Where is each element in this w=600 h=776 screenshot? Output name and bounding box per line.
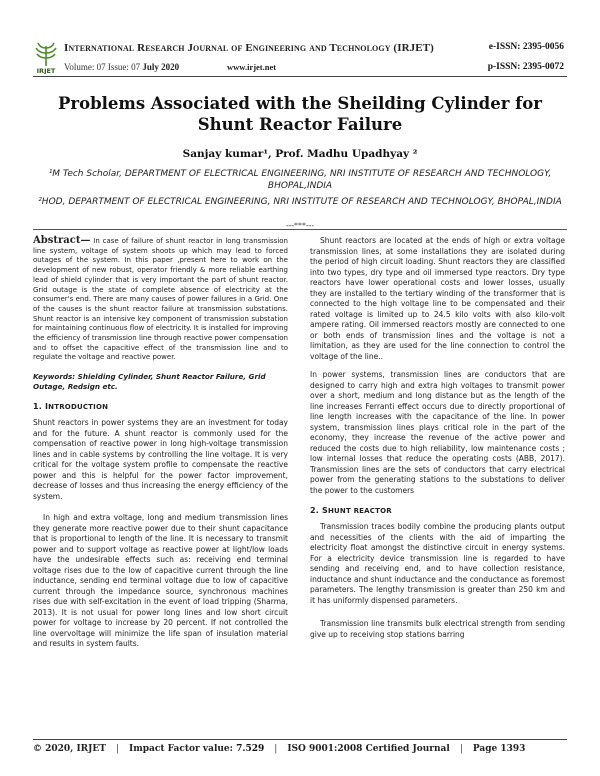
left-column	[33, 236, 288, 650]
section-separator: ---***---	[286, 221, 314, 230]
footer-separator: |	[274, 744, 278, 754]
intro-paragraph-1: Shunt reactors in power systems they are an investment for today and for the future. A shunt reactor is commonly used for the compensation of reactive power in long high-voltage transmission lines and in cable systems by controlling the line voltage. It is very critical for the voltage system profile to compensate the reactive power and this is helpful for the power factor improvement, decrease of losses and thus increasing the energy efficiency of the system.	[33, 418, 288, 501]
footer-impact-label: Impact Factor value:	[129, 744, 237, 754]
header-divider	[33, 76, 567, 77]
p-issn: p-ISSN: 2395-0072	[487, 62, 564, 72]
svg-text:IRJET: IRJET	[36, 67, 56, 74]
abstract-label: Abstract—	[33, 235, 91, 246]
intro-heading-rest: NTRODUCTION	[48, 403, 109, 412]
shunt-paragraph-1: Transmission traces bodily combine the producing plants output and necessities of the clients with the aid of imparting the electricity float amongst the distinctive circuit in energy systems. For a electricity device transmission line is regarded to have sending and receiving end, and to have collection resistance, inductance and shunt inductance and the conductance as foremost parameters. The lengthy transmission is greater than 250 km and it has uniformly dispensed parameters.	[310, 522, 565, 605]
footer-separator: |	[459, 744, 463, 754]
paper-title: Problems Associated with the Sheilding Cylinder for Shunt Reactor Failure	[58, 94, 542, 134]
intro-paragraph-2: In high and extra voltage, long and medium transmission lines they generate more reactive power due to their shunt capacitance that is proportional to length of the line. It is necessary to transmit power and to support voltage as reactive power at light/low loads have the undesirable effects such as: receiving end terminal voltage rises due to the low of capacitive current through the line inductance, sending end terminal voltage due to low of capacitive current through the impedance source, synchronous machines rises due with self-excitation in the event of load tripping (Sharma, 2013). It is not usual for power long lines and low short circuit power for voltage to increase by 20 percent. If not controlled the line overvoltage will minimize the life span of insulation material and results in system faults.	[33, 513, 288, 649]
footer-copyright: © 2020, IRJET	[33, 744, 106, 754]
paper-authors: Sanjay kumar¹, Prof. Madhu Upadhyay ²	[182, 148, 418, 160]
issue-label: Issue: 07	[107, 62, 141, 72]
intro-heading	[33, 402, 288, 411]
e-issn: e-ISSN: 2395-0056	[488, 42, 564, 52]
issue-date: July 2020	[142, 62, 180, 72]
shunt-heading-num: 2. S	[310, 506, 328, 515]
abstract-text: In case of failure of shunt reactor in long transmission line system, voltage of system shoots up which may lead to forced outages of the system. In this paper ,present here to work on the development of new robust, operator friendly & more reliable earthing lead of shield cylinder that is very important the part of shunt reactor. Grid outage is the state of complete absence of electricity at the consumer's end. There are many causes of power failures in a Grid. One of the causes is the shunt reactor failure at transmission substations. Shunt reactor is an intensive key component of transmission substation for maintaining continuous flow of electricity. It is installed for improving the efficiency of transmission line through reactive power compensation and to offset the capacitive effect of the transmission line and to regulate the voltage and reactive power.	[33, 237, 288, 362]
irjet-logo	[33, 40, 59, 74]
footer-separator: |	[115, 744, 120, 754]
footer-impact-value: 7.529	[236, 744, 265, 754]
right-column	[310, 236, 565, 640]
footer-page-number: Page 1393	[472, 744, 526, 754]
shunt-paragraph-2: Transmission line transmits bulk electrical strength from sending give up to receiving stop stations barring	[310, 619, 565, 639]
shunt-reactor-heading	[310, 506, 565, 515]
affiliation-1: ¹M Tech Scholar, DEPARTMENT OF ELECTRICAL ENGINEERING, NRI INSTITUTE OF RESEARCH AND TECHNOLOGY, BHOPAL,INDIA	[48, 169, 552, 191]
right-paragraph-2: In power systems, transmission lines are conductors that are designed to carry high and extra high voltages to transmit power over a short, medium and long distance but as the length of the line increases Ferranti effect occurs due to directly proportional of line length increases with the capacitance of the line. In power system, transmission lines plays critical role in the part of the economy, they increase the revenue of the active power and reduced the costs due to high reliability, low maintenance costs ; low internal losses that reduce the operating costs (ABB, 2017). Transmission lines are the sets of conductors that carry electrical power from the generating stations to the substations to deliver the power to the customers	[310, 370, 565, 495]
right-paragraph-1: Shunt reactors are located at the ends of high or extra voltage transmission lines, at some installations they are isolated during the period of high circuit loading. Shunt reactors they are classified into two types, dry type and oil immersed type reactors. Dry type reactors have lower operational costs and lower losses, usually they are installed to the tertiary winding of the transformer that is connected to the high voltage line to be compensated and their rated voltage is limited up to 24.5 kilo volts with also kilo-volt ampere rating. Oil immersed reactors mostly are connected to one or both ends of transmission lines and the voltage is not a limitation, as they are used for the line connection to control the voltage of the line..	[310, 236, 565, 361]
volume-label: Volume: 07	[64, 62, 106, 72]
footer-divider	[33, 739, 567, 740]
separator-rule	[33, 229, 567, 230]
shunt-heading-rest: HUNT REACTOR	[327, 507, 392, 515]
abstract	[33, 236, 288, 363]
page-footer	[33, 744, 525, 754]
affiliation-2: ²HOD, DEPARTMENT OF ELECTRICAL ENGINEERING, NRI INSTITUTE OF RESEARCH AND TECHNOLOGY, BHOPAL,INDIA	[38, 197, 562, 207]
journal-website[interactable]: www.irjet.net	[227, 62, 277, 72]
keywords-text: Shielding Cylinder, Shunt Reactor Failure, Grid Outage, Redsign etc.	[33, 372, 266, 392]
footer-iso: ISO 9001:2008 Certified Journal	[287, 744, 450, 754]
keywords-label: Keywords:	[33, 372, 76, 382]
keywords	[33, 372, 288, 392]
intro-heading-num: 1. I	[33, 402, 49, 412]
volume-issue-date	[64, 62, 179, 72]
journal-name: International Research Journal of Engineering and Technology (IRJET)	[64, 42, 434, 54]
